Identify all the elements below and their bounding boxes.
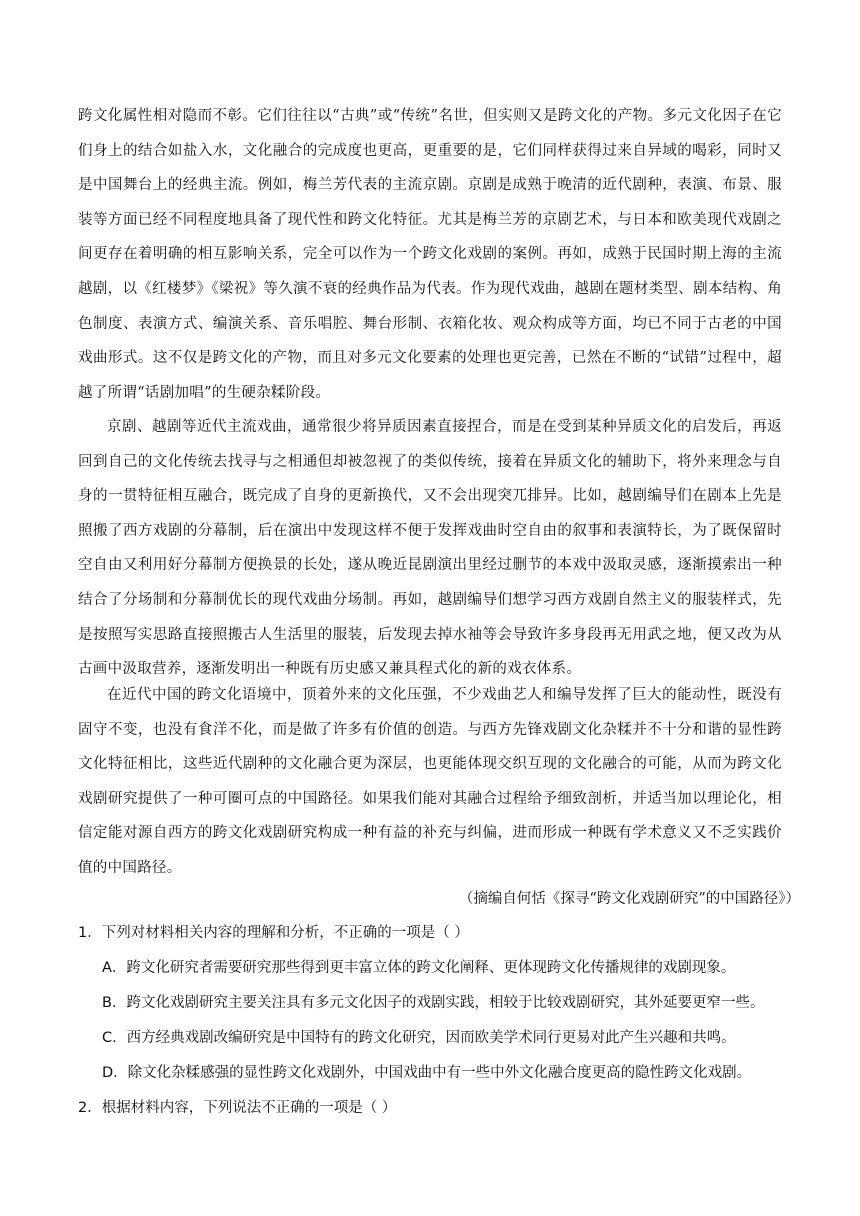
article-source: （摘编自何恬《探寻“跨文化戏剧研究”的中国路径》） xyxy=(458,891,800,907)
question-1-option-b: B．跨文化戏剧研究主要关注具有多元文化因子的戏剧实践，相较于比较戏剧研究，其外延要更窄一些。 xyxy=(102,995,765,1011)
question-1-option-a: A．跨文化研究者需要研究那些得到更丰富立体的跨文化阐释、更体现跨文化传播规律的戏剧现象。 xyxy=(102,960,736,976)
question-1-option-d: D．除文化杂糅感强的显性跨文化戏剧外，中国戏曲中有一些中外文化融合度更高的隐性跨文化戏剧。 xyxy=(102,1065,752,1081)
question-2-stem: 2．根据材料内容，下列说法不正确的一项是（ ） xyxy=(78,1100,397,1116)
article-paragraph-2: 京剧、越剧等近代主流戏曲，通常很少将异质因素直接捏合，而是在受到某种异质文化的启发后，再返回到自己的文化传统去找寻与之相通但却被忽视了的类似传统，接着在异质文化的辅助下，将外来理念与自身的一贯特征相互融合，既完成了自身的更新换代，又不会出现突兀排异。比如，越剧编导们在剧本上先是照搬了西方戏剧的分幕制，后在演出中发现这样不便于发挥戏曲时空自由的叙事和表演特长，为了既保留时空自由又利用好分幕制方便换景的长处，遂从晚近昆剧演出里经过删节的本戏中汲取灵感，逐渐摸索出一种结合了分场制和分幕制优长的现代戏曲分场制。再如，越剧编导们想学习西方戏剧自然主义的服装样式，先是按照写实思路直接照搬古人生活里的服装，后发现去掉水袖等会导致许多身段再无用武之地，便又改为从古画中汲取营养，逐渐发明出一种既有历史感又兼具程式化的新的戏衣体系。 xyxy=(78,419,782,678)
question-1-option-c: C．西方经典戏剧改编研究是中国特有的跨文化研究，因而欧美学术同行更易对此产生兴趣和共鸣。 xyxy=(102,1030,736,1046)
article-paragraph-1: 跨文化属性相对隐而不彰。它们往往以“古典”或“传统”名世，但实则又是跨文化的产物。多元文化因子在它们身上的结合如盐入水，文化融合的完成度也更高，更重要的是，它们同样获得过来自异域的喝彩，同时又是中国舞台上的经典主流。例如，梅兰芳代表的主流京剧。京剧是成熟于晚清的近代剧种，表演、布景、服装等方面已经不同程度地具备了现代性和跨文化特征。尤其是梅兰芳的京剧艺术，与日本和欧美现代戏剧之间更存在着明确的相互影响关系，完全可以作为一个跨文化戏剧的案例。再如，成熟于民国时期上海的主流越剧，以《红楼梦》《梁祝》等久演不衰的经典作品为代表。作为现代戏曲，越剧在题材类型、剧本结构、角色制度、表演方式、编演关系、音乐唱腔、舞台形制、衣箱化妆、观众构成等方面，均已不同于古老的中国戏曲形式。这不仅是跨文化的产物，而且对多元文化要素的处理也更完善，已然在不断的“试错”过程中，超越了所谓“话剧加唱”的生硬杂糅阶段。 xyxy=(78,108,782,401)
article-paragraph-3: 在近代中国的跨文化语境中，顶着外来的文化压强，不少戏曲艺人和编导发挥了巨大的能动性，既没有固守不变，也没有食洋不化，而是做了许多有价值的创造。与西方先锋戏剧文化杂糅并不十分和谐的显性跨文化特征相比，这些近代剧种的文化融合更为深层，也更能体现交织互现的文化融合的可能，从而为跨文化戏剧研究提供了一种可圈可点的中国路径。如果我们能对其融合过程给予细致剖析，并适当加以理论化，相信定能对源自西方的跨文化戏剧研究构成一种有益的补充与纠偏，进而形成一种既有学术意义又不乏实践价值的中国路径。 xyxy=(78,687,782,876)
question-1-stem: 1．下列对材料相关内容的理解和分析，不正确的一项是（ ） xyxy=(78,925,469,941)
